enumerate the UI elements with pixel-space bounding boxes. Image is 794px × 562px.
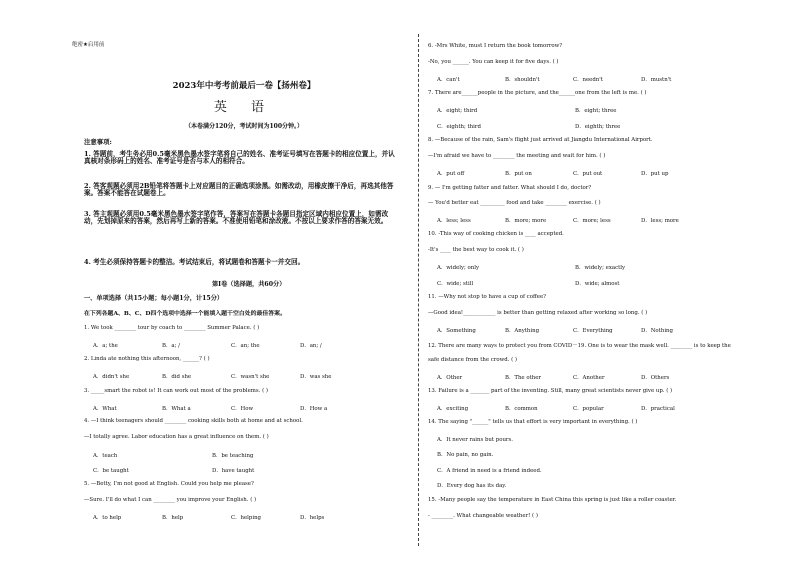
question-stem: - ________. What changeable weather! ( ) (428, 513, 538, 519)
answer-option: A．exciting (437, 406, 469, 412)
answer-option: A．What (93, 406, 117, 412)
answer-option: C．helping (231, 515, 261, 521)
answer-option: A．put off (437, 171, 465, 177)
question-stem: 15. -Many people say the temperature in East China this spring is just like a roller coaster. (428, 497, 677, 503)
answer-option: B．The other (505, 375, 541, 381)
answer-option: D．Nothing (641, 328, 673, 334)
answer-option: D．Every dog has its day. (437, 483, 507, 489)
question-stem: 2. Linda ate nothing this afternoon, ______? ( ) (84, 356, 210, 362)
answer-option: D．mustn't (641, 77, 672, 83)
answer-option: C．eighth; third (437, 124, 481, 130)
answer-option: C．needn't (573, 77, 603, 83)
question-stem: -It's ____ the best way to cook it. ( ) (428, 247, 524, 253)
question-stem: 14. The saying "______" tells us that effort is very important in everything. ( ) (428, 419, 638, 425)
answer-option: D．practical (641, 406, 675, 412)
question-stem: 12. There are many ways to protect you from COVID－19. One is to wear the mask well. ________ is to keep the (428, 343, 731, 349)
answer-option: B．put on (505, 171, 532, 177)
answer-option: D．put up (641, 171, 669, 177)
question-stem: 13. Failure is a _______ part of the inventing. Still, many great scientists never give up. ( ) (428, 388, 673, 394)
question-stem: 7. There are______people in the picture, and the______one from the left is me. ( ) (428, 90, 647, 96)
answer-option: B．more; more (505, 218, 547, 224)
question-stem: 4. —I think teenagers should ________ cooking skills both at home and at school. (84, 418, 303, 424)
answer-option: B．did she (162, 374, 192, 380)
answer-option: D．Others (641, 375, 670, 381)
question-stem: 5. —Betty, I'm not good at English. Could you help me please? (84, 481, 254, 487)
answer-option: C．popular (573, 406, 604, 412)
answer-option: D．How a (300, 406, 328, 412)
question-stem: 3. _____smart the robot is! It can work out most of the problems. ( ) (84, 388, 268, 394)
question-stem: 11. —Why not stop to have a cup of coffee? (428, 294, 547, 300)
answer-option: B．a; / (162, 343, 180, 349)
question-stem: safe distance from the crowd. ( ) (428, 357, 518, 363)
answer-option: D．wide; almost (575, 281, 620, 287)
answer-option: A．teach (93, 453, 118, 459)
part-heading: 第Ⅰ卷（选择题，共60分） (212, 281, 286, 288)
notice-1: 1. 答题前，考生务必用0.5毫米黑色墨水签字笔将自己的姓名、准考证号填写在答题卡的相应位置上，并认真核对条形码上的姓名、准考证号是否与本人的相符合。 (84, 150, 395, 165)
question-stem: —Good idea!____________ is better than getting relaxed after working so long. ( ) (428, 310, 648, 316)
notice-2: 2. 答客观题必须用2B铅笔将答题卡上对应题目的正确选项涂黑。如需改动，用橡皮擦干净后，再选其他答案。答案不能答在试题卷上。 (84, 182, 394, 197)
answer-option: D．was she (300, 374, 332, 380)
question-stem: 6. -Mrs White, must I return the book tomorrow? (428, 43, 563, 49)
question-stem: 8. —Because of the rain, Sam's flight just arrived at Jiangdu International Airport. (428, 137, 653, 143)
exam-note: （本卷满分120分，考试时间为100分钟。） (184, 123, 304, 130)
notice-heading: 注意事项: (84, 138, 112, 146)
answer-option: B．common (505, 406, 538, 412)
answer-option: B．widely; exactly (575, 265, 626, 271)
notice-4: 4. 考生必须保持答题卡的整洁。考试结束后，将试题卷和答题卡一并交回。 (84, 258, 305, 266)
answer-option: A．It never rains but pours. (437, 437, 513, 443)
question-stem: 10. -This way of cooking chicken is ____ accepted. (428, 231, 564, 237)
answer-option: A．to help (93, 515, 122, 521)
answer-option: D．less; more (641, 218, 679, 224)
question-stem: 1. We took ________ tour by coach to ________ Summer Palace. ( ) (84, 325, 260, 331)
answer-option: B．What a (162, 406, 191, 412)
answer-option: B．help (162, 515, 184, 521)
answer-option: D．an; / (300, 343, 322, 349)
answer-option: A．less; less (437, 218, 471, 224)
exam-title: 2023年中考考前最后一卷【扬州卷】 (172, 81, 316, 91)
answer-option: C．be taught (93, 468, 129, 474)
answer-option: D．helps (300, 515, 325, 521)
answer-option: A．Other (437, 375, 463, 381)
answer-option: C．How (231, 406, 254, 412)
question-stem: — You'd better eat _________ food and take ________ exercise. ( ) (428, 200, 601, 206)
section-instruction: 在下列各题A、B、C、D四个选项中选择一个能填入题干空白处的最佳答案。 (84, 310, 286, 317)
answer-option: D．eighth; three (575, 124, 621, 130)
secret-label: 绝密★启用前 (72, 42, 105, 48)
answer-option: A．widely; only (437, 265, 480, 271)
answer-option: A．eight; third (437, 108, 478, 114)
section-heading: 一、单项选择（共15小题；每小题1分，计15分） (84, 295, 224, 302)
answer-option: C．wasn't she (231, 374, 270, 380)
notice-3: 3. 答主观题必须用0.5毫米黑色墨水签字笔作答，答案写在答题卡各题目指定区域内相应位置上，如需改动，先划掉原来的答案，然后再写上新的答案。不准使用铅笔和涂改液。不按以上要求作答的答案无效。 (84, 210, 389, 225)
answer-option: C．an; the (231, 343, 260, 349)
answer-option: B．No pain, no gain. (437, 452, 494, 458)
column-divider (418, 34, 419, 546)
question-stem: —Sure. I'll do what I can ________ you improve your English. ( ) (84, 497, 257, 503)
question-stem: -No, you ______. You can keep it for five days. ( ) (428, 59, 559, 65)
answer-option: C．Another (573, 375, 605, 381)
answer-option: B．be teaching (212, 453, 254, 459)
answer-option: D．have taught (212, 468, 255, 474)
answer-option: C．A friend in need is a friend indeed. (437, 468, 542, 474)
answer-option: A．a; the (93, 343, 118, 349)
answer-option: C．wide; still (437, 281, 474, 287)
answer-option: A．didn't she (93, 374, 130, 380)
question-stem: —I'm afraid we have to ________ the meeting and wait for him. ( ) (428, 153, 606, 159)
answer-option: B．Anything (505, 328, 540, 334)
question-stem: 9. — I'm getting fatter and fatter. What should I do, doctor? (428, 185, 592, 191)
answer-option: C．put out (573, 171, 603, 177)
answer-option: A．Something (437, 328, 476, 334)
answer-option: C．more; less (573, 218, 611, 224)
answer-option: B．eight; three (575, 108, 617, 114)
question-stem: —I totally agree. Labor education has a great influence on them. ( ) (84, 434, 269, 440)
answer-option: C．Everything (573, 328, 613, 334)
answer-option: A．can't (437, 77, 460, 83)
subject-title: 英 语 (213, 100, 275, 115)
answer-option: B．shouldn't (505, 77, 540, 83)
